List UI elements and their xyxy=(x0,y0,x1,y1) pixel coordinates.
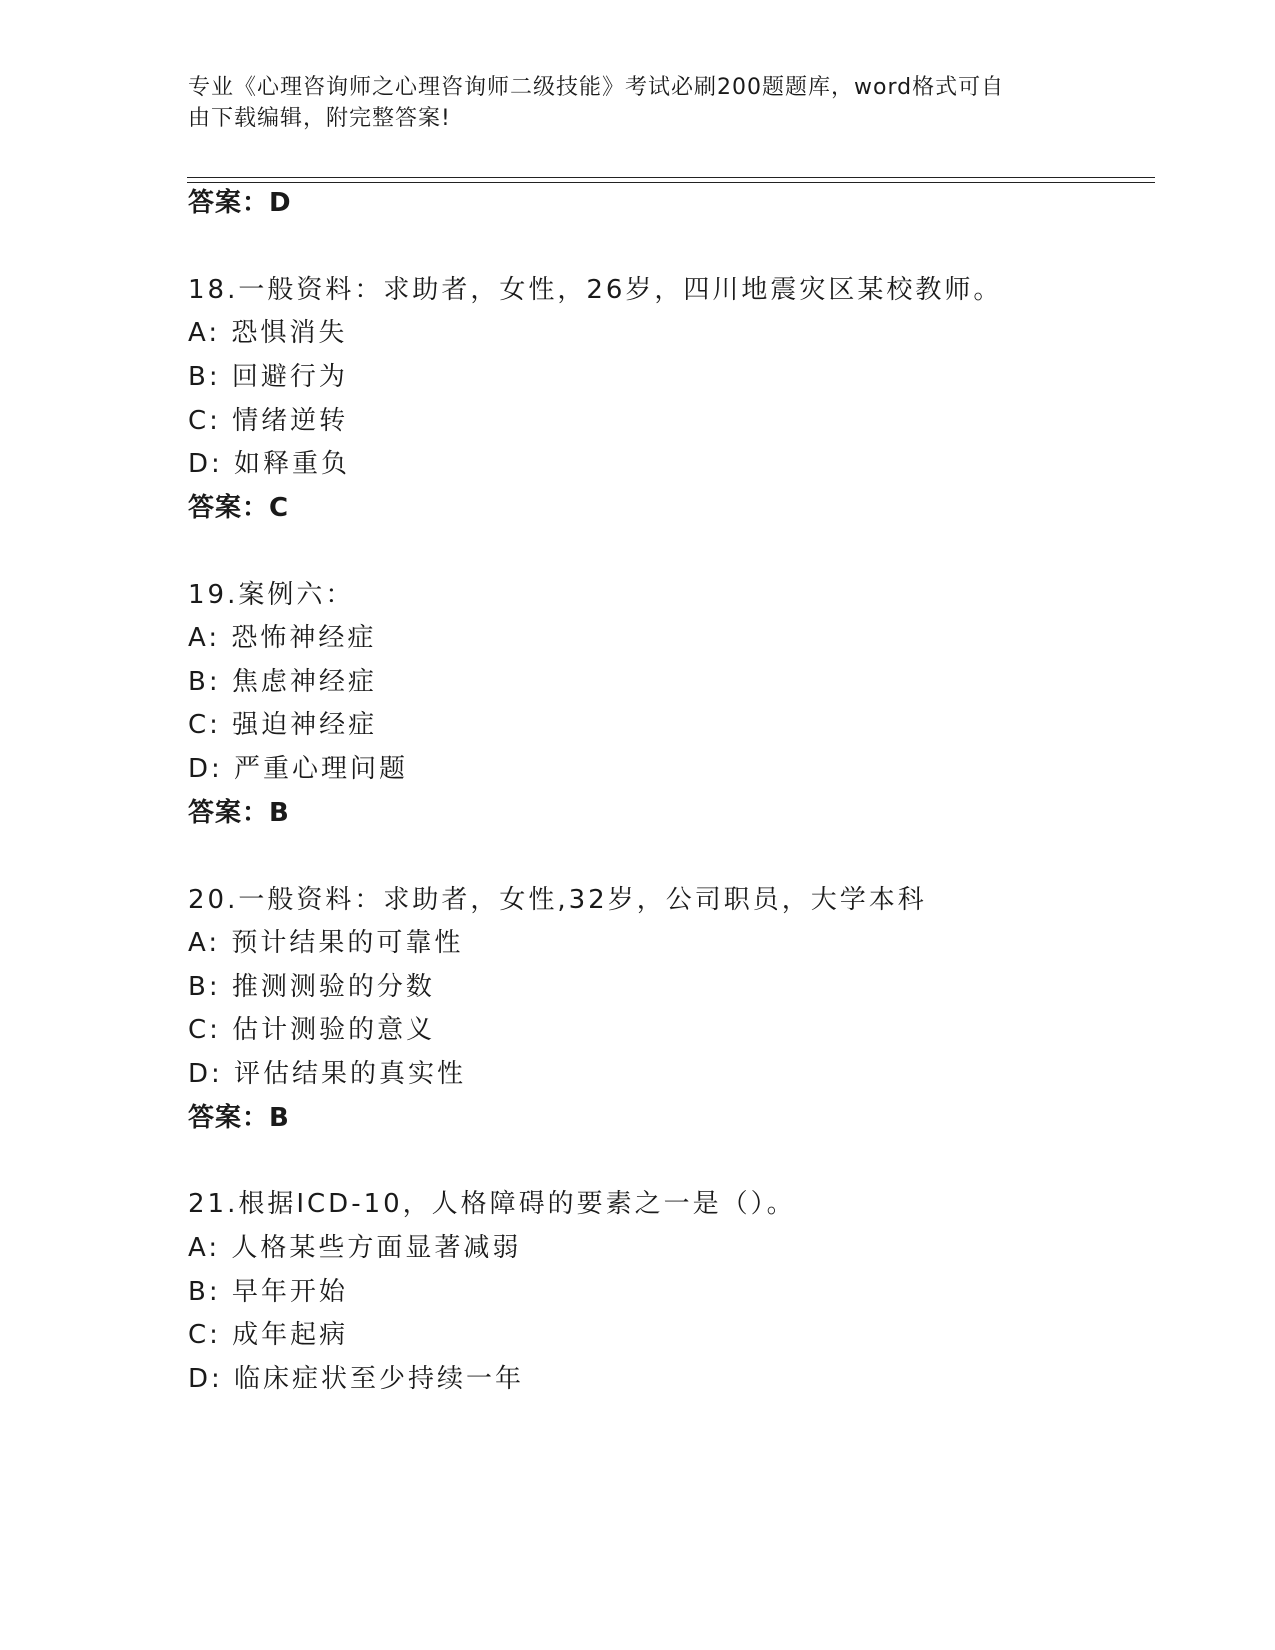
option-c: C: 情绪逆转 xyxy=(188,406,349,436)
option-c: C: 成年起病 xyxy=(188,1320,349,1350)
option-a: A: 人格某些方面显著减弱 xyxy=(188,1233,522,1263)
header-divider-top xyxy=(187,177,1155,178)
option-a: A: 恐怖神经症 xyxy=(188,623,377,653)
answer-label: 答案：B xyxy=(188,798,290,828)
option-a: A: 预计结果的可靠性 xyxy=(188,928,464,958)
option-b: B: 焦虑神经症 xyxy=(188,667,377,697)
option-d: D: 如释重负 xyxy=(188,449,351,479)
question-stem: 21.根据ICD-10，人格障碍的要素之一是（）。 xyxy=(188,1189,796,1219)
answer-label: 答案：D xyxy=(188,188,292,218)
question-stem: 20.一般资料：求助者，女性,32岁，公司职员，大学本科 xyxy=(188,885,927,915)
option-a: A: 恐惧消失 xyxy=(188,318,348,348)
option-b: B: 早年开始 xyxy=(188,1277,348,1307)
question-stem: 19.案例六： xyxy=(188,580,355,610)
header-line-2: 由下载编辑，附完整答案! xyxy=(188,106,451,131)
header-line-1: 专业《心理咨询师之心理咨询师二级技能》考试必刷200题题库，word格式可自 xyxy=(188,75,1005,100)
answer-label: 答案：C xyxy=(188,493,290,523)
document-header xyxy=(188,72,1068,134)
option-d: D: 评估结果的真实性 xyxy=(188,1059,467,1089)
option-d: D: 临床症状至少持续一年 xyxy=(188,1364,525,1394)
option-c: C: 估计测验的意义 xyxy=(188,1015,436,1045)
option-b: B: 推测测验的分数 xyxy=(188,972,435,1002)
question-stem: 18.一般资料：求助者，女性，26岁，四川地震灾区某校教师。 xyxy=(188,275,1003,305)
option-b: B: 回避行为 xyxy=(188,362,348,392)
option-c: C: 强迫神经症 xyxy=(188,710,378,740)
option-d: D: 严重心理问题 xyxy=(188,754,409,784)
answer-label: 答案：B xyxy=(188,1103,290,1133)
header-divider-bottom xyxy=(187,182,1155,183)
